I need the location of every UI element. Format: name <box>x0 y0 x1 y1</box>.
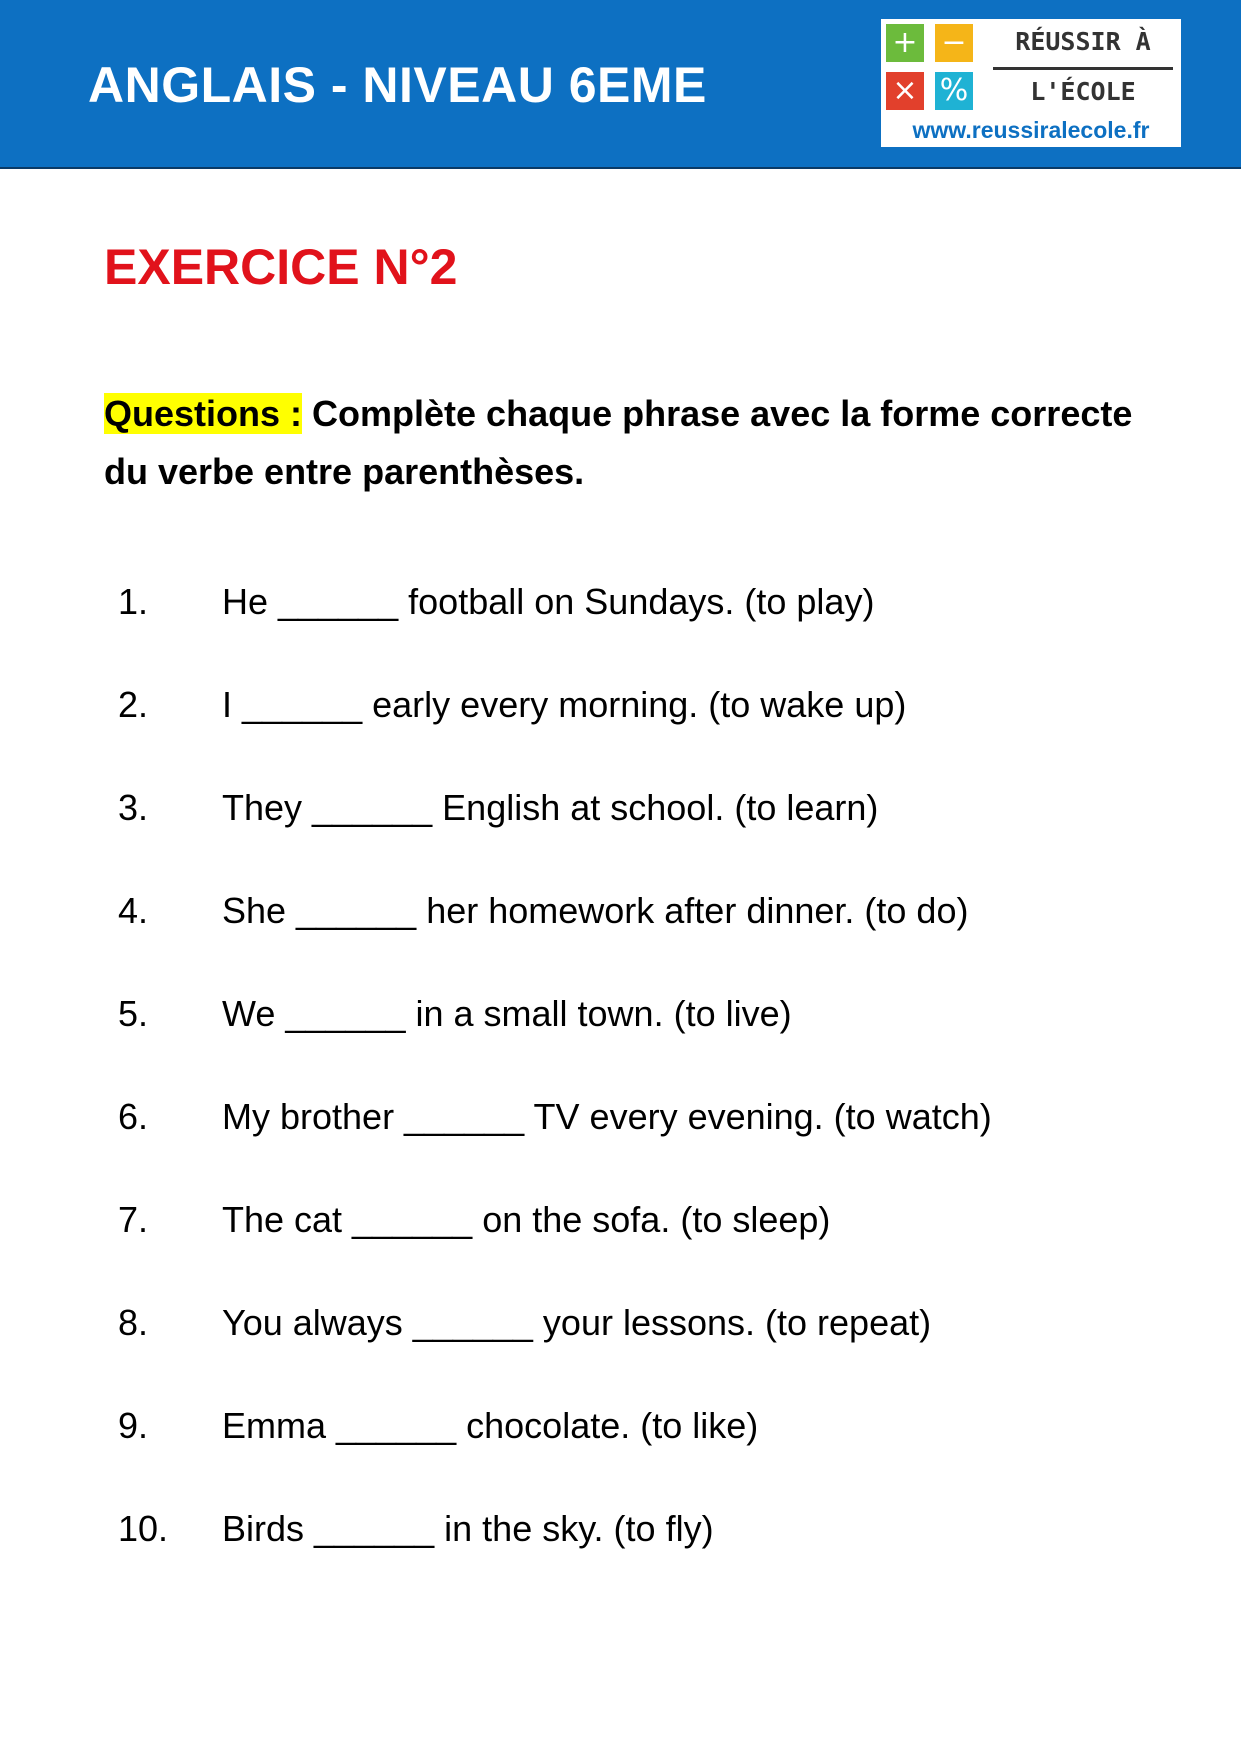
item-number: 1. <box>118 581 149 622</box>
item-number: 10. <box>118 1508 169 1549</box>
minus-icon: − <box>935 24 973 62</box>
list-item <box>118 1396 992 1499</box>
item-text: We ______ in a small town. (to live) <box>222 993 792 1034</box>
plus-icon: + <box>886 24 924 62</box>
page-header <box>0 0 1241 169</box>
item-number: 3. <box>118 787 149 828</box>
item-number: 4. <box>118 890 149 931</box>
list-item <box>118 984 992 1087</box>
list-item <box>118 1087 992 1190</box>
item-text: I ______ early every morning. (to wake up) <box>222 684 907 725</box>
list-item <box>118 1499 992 1602</box>
item-text: They ______ English at school. (to learn) <box>222 787 879 828</box>
item-number: 6. <box>118 1096 149 1137</box>
logo-text-line1: RÉUSSIR À <box>1015 27 1151 56</box>
item-text: You always ______ your lessons. (to repeat) <box>222 1302 932 1343</box>
item-text: Emma ______ chocolate. (to like) <box>222 1405 759 1446</box>
percent-icon: % <box>935 72 973 110</box>
item-number: 8. <box>118 1302 149 1343</box>
instructions <box>104 385 1144 501</box>
item-number: 9. <box>118 1405 149 1446</box>
instructions-text: Complète chaque phrase avec la forme correcte du verbe entre parenthèses. <box>104 393 1133 492</box>
logo-divider <box>993 67 1173 70</box>
item-text: Birds ______ in the sky. (to fly) <box>222 1508 714 1549</box>
question-list <box>118 572 992 1602</box>
site-logo <box>881 19 1181 147</box>
instructions-label: Questions : <box>104 393 303 434</box>
item-text: He ______ football on Sundays. (to play) <box>222 581 875 622</box>
logo-text-line2: L'ÉCOLE <box>1030 77 1136 106</box>
header-title: ANGLAIS - NIVEAU 6EME <box>88 57 707 113</box>
logo-url: www.reussiralecole.fr <box>912 117 1150 143</box>
item-text: My brother ______ TV every evening. (to watch) <box>222 1096 992 1137</box>
exercise-title: EXERCICE N°2 <box>104 239 458 295</box>
item-text: She ______ her homework after dinner. (to do) <box>222 890 969 931</box>
item-number: 5. <box>118 993 149 1034</box>
item-number: 2. <box>118 684 149 725</box>
list-item <box>118 778 992 881</box>
item-number: 7. <box>118 1199 149 1240</box>
list-item <box>118 1293 992 1396</box>
list-item <box>118 881 992 984</box>
times-icon: × <box>886 72 924 110</box>
list-item <box>118 675 992 778</box>
list-item <box>118 572 992 675</box>
item-text: The cat ______ on the sofa. (to sleep) <box>222 1199 831 1240</box>
list-item <box>118 1190 992 1293</box>
